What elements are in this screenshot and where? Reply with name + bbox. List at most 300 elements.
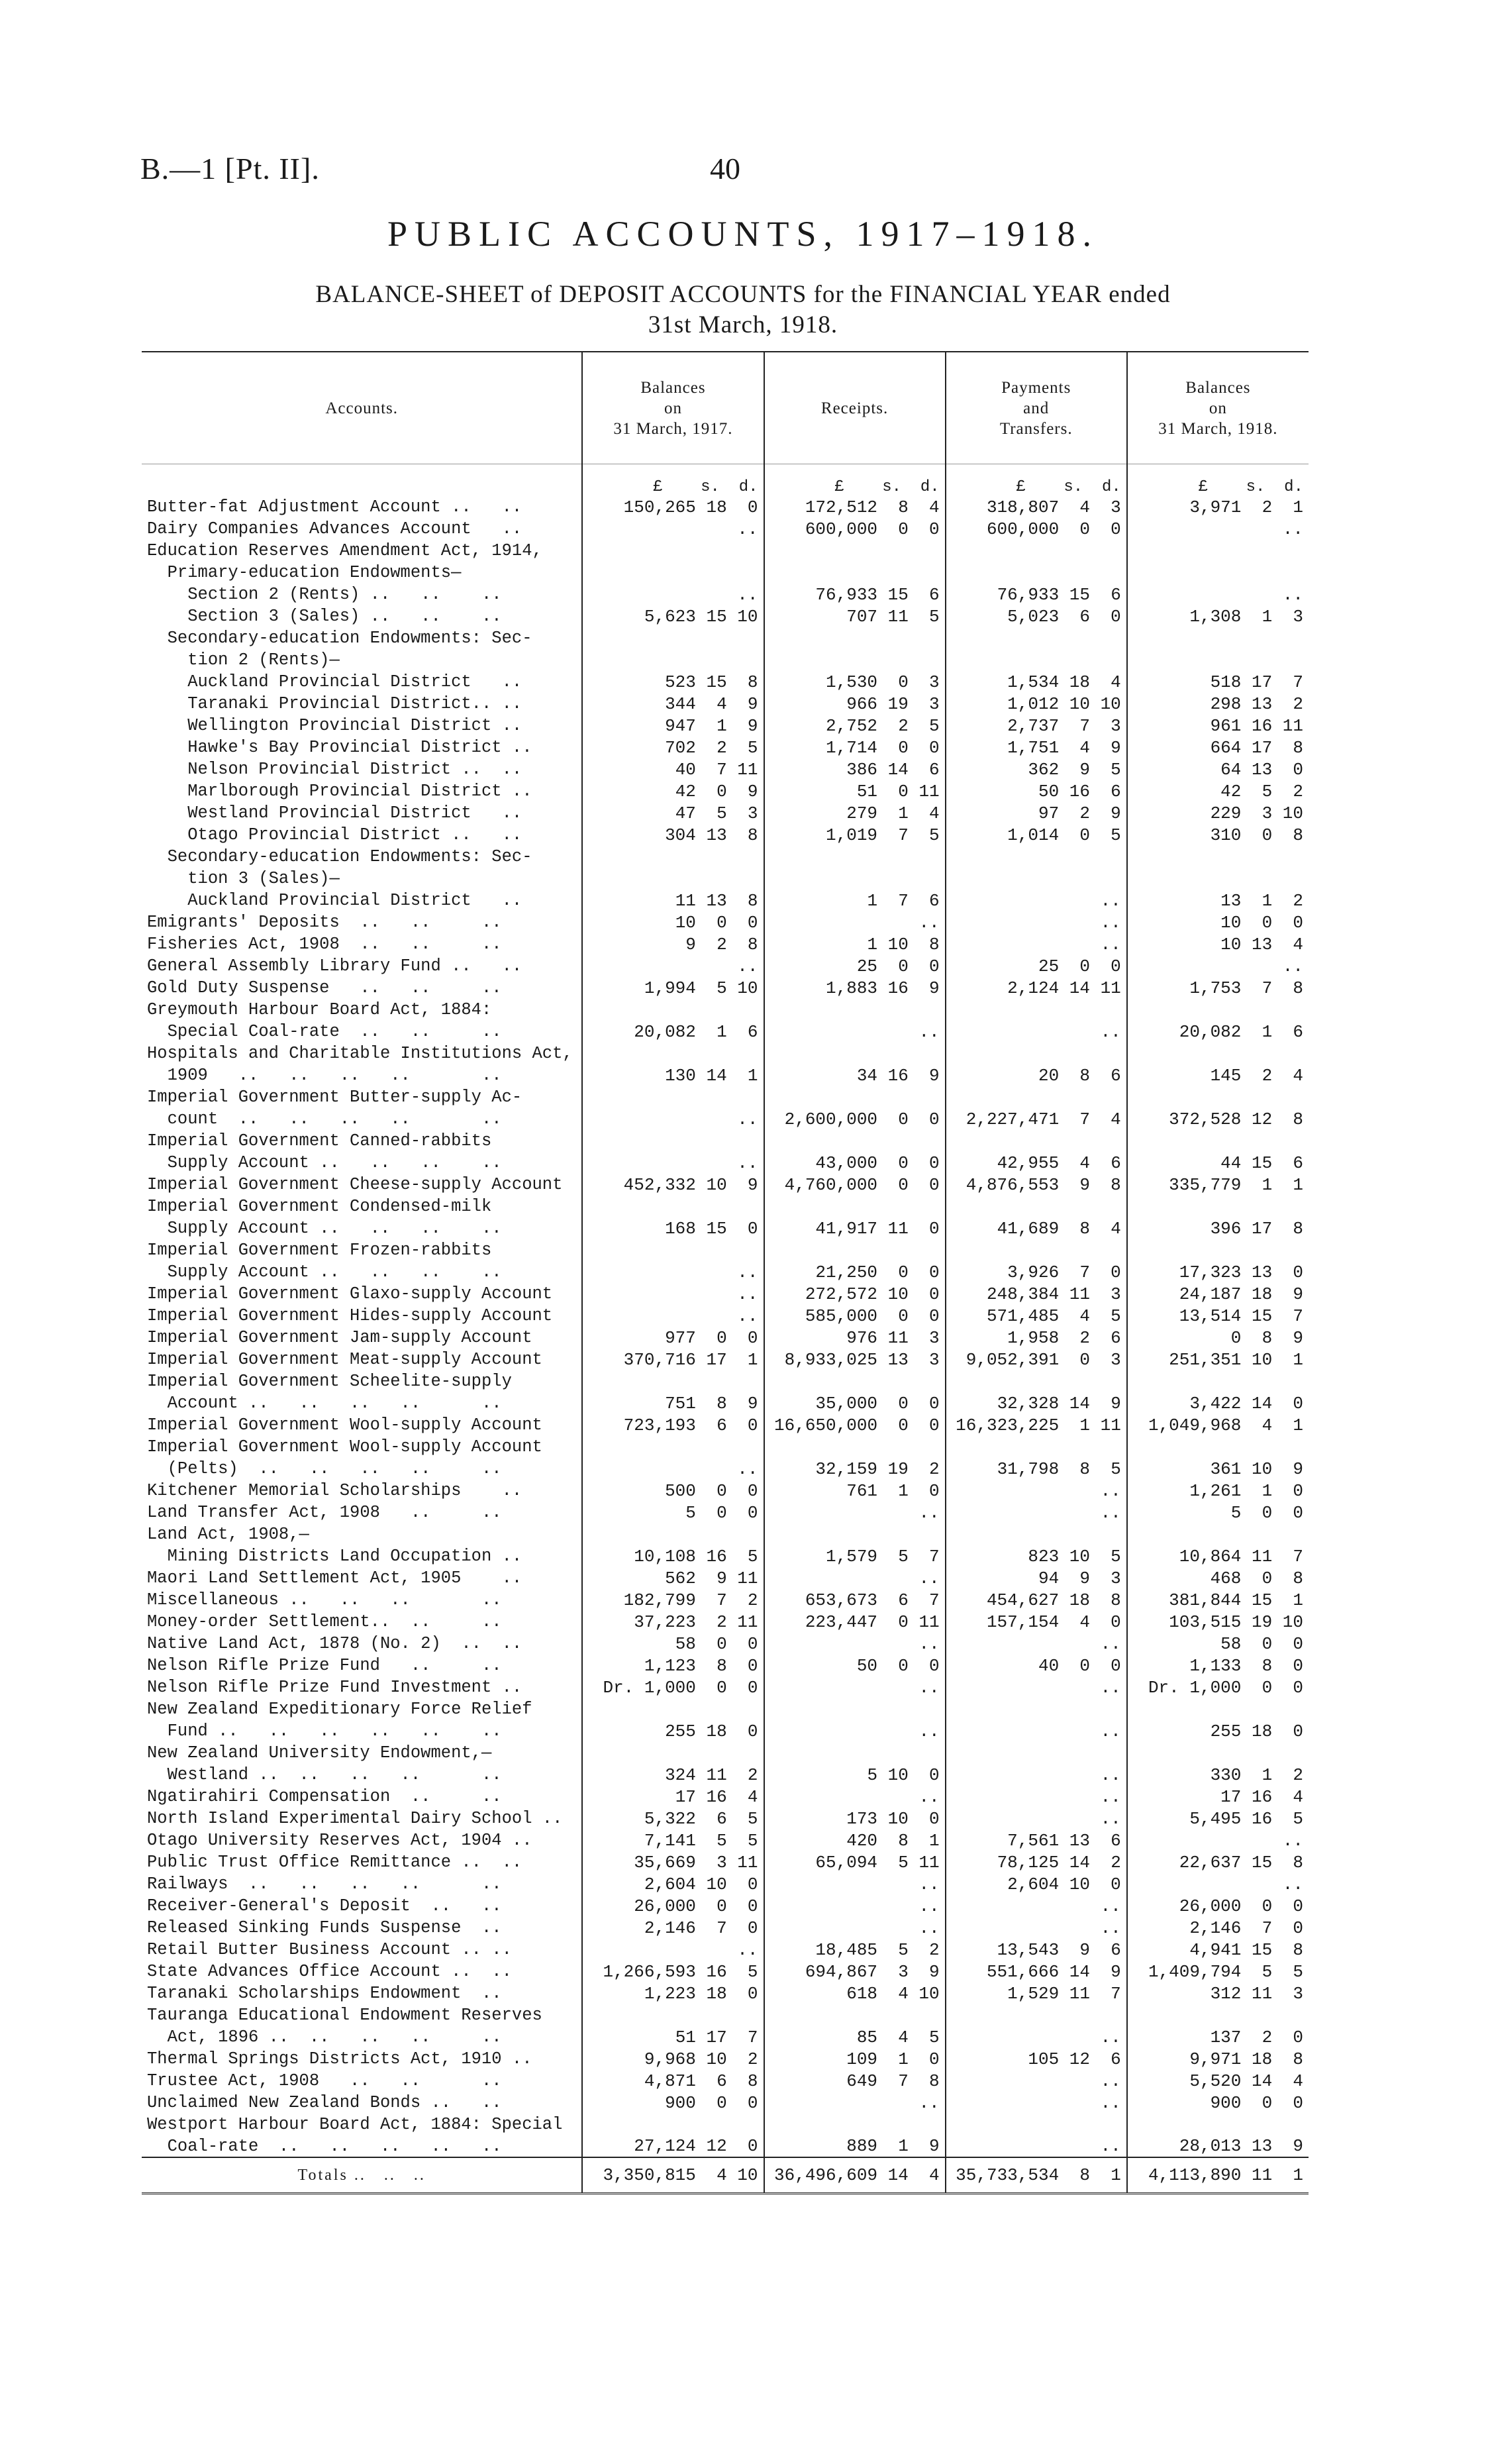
amount-cell — [764, 846, 946, 868]
amount-cell: 10 0 0 — [582, 911, 764, 933]
amount-cell: 702 2 5 — [582, 737, 764, 758]
amount-cell: 468 0 8 — [1210, 1568, 1303, 1588]
table-row — [142, 1589, 1309, 1611]
totals-row — [142, 2157, 1309, 2194]
amount-cell — [946, 1086, 1127, 1108]
table-row — [142, 1655, 1309, 1676]
table-row — [142, 1611, 1309, 1633]
amount-cell: 900 0 0 — [1210, 2092, 1303, 2113]
amount-cell — [582, 1436, 764, 1458]
amount-cell — [1127, 562, 1309, 584]
amount-cell: 34 16 9 — [764, 1064, 946, 1086]
account-name: Land Act, 1908,— — [142, 1523, 582, 1545]
amount-cell: 1,994 5 10 — [582, 977, 764, 999]
account-name: Section 3 (Sales) .. .. .. — [142, 605, 582, 627]
table-row — [142, 1458, 1309, 1480]
account-name: Imperial Government Meat-supply Account — [142, 1349, 582, 1370]
amount-cell — [946, 868, 1127, 890]
table-row — [142, 1349, 1309, 1370]
account-name: General Assembly Library Fund .. .. — [142, 955, 582, 977]
amount-cell: 454,627 18 8 — [946, 1589, 1127, 1611]
account-name: Education Reserves Amendment Act, 1914, — [142, 540, 582, 562]
amount-cell: 1,534 18 4 — [946, 671, 1127, 693]
table-header-row — [142, 352, 1309, 464]
amount-cell: 255 18 0 — [1210, 1721, 1303, 1741]
amount-cell: 5,322 6 5 — [582, 1808, 764, 1829]
amount-cell: 2,124 14 11 — [946, 977, 1127, 999]
amount-cell — [764, 1370, 946, 1392]
currency-units: £ s. d. — [946, 464, 1127, 497]
amount-cell — [582, 1196, 764, 1217]
amount-cell: 707 11 5 — [764, 605, 946, 627]
account-name: Section 2 (Rents) .. .. .. — [142, 584, 582, 605]
amount-cell: .. — [946, 1676, 1127, 1698]
table-row — [142, 1961, 1309, 1982]
amount-cell — [764, 1239, 946, 1261]
amount-cell: 10 13 4 — [1220, 934, 1303, 954]
amount-cell: 42,955 4 6 — [946, 1152, 1127, 1174]
amount-cell: 318,807 4 3 — [946, 496, 1127, 518]
amount-cell: 20,082 1 6 — [582, 1021, 764, 1043]
amount-cell: .. — [946, 1808, 1127, 1829]
table-row — [142, 1283, 1309, 1305]
account-name: Fisheries Act, 1908 .. .. .. — [142, 933, 582, 955]
account-name: Taranaki Provincial District.. .. — [142, 693, 582, 715]
amount-cell: 13,543 9 6 — [946, 1939, 1127, 1961]
amount-cell: .. — [764, 1786, 946, 1808]
amount-cell: .. — [582, 584, 764, 605]
amount-cell — [946, 1239, 1127, 1261]
account-name: Westland Provincial District .. — [142, 802, 582, 824]
account-name: Supply Account .. .. .. .. — [142, 1152, 582, 1174]
account-name: Imperial Government Wool-supply Account — [142, 1436, 582, 1458]
amount-cell: .. — [946, 1917, 1127, 1939]
amount-cell: .. — [946, 1720, 1127, 1742]
amount-cell: 1,958 2 6 — [946, 1327, 1127, 1349]
account-name: Otago Provincial District .. .. — [142, 824, 582, 846]
table-row — [142, 1895, 1309, 1917]
amount-cell — [764, 1523, 946, 1545]
amount-cell: 2,600,000 0 0 — [764, 1108, 946, 1130]
amount-cell: 600,000 0 0 — [946, 518, 1127, 540]
amount-cell: 2,737 7 3 — [946, 715, 1127, 737]
table-row — [142, 933, 1309, 955]
amount-cell: 25 0 0 — [764, 955, 946, 977]
amount-cell: 47 5 3 — [582, 802, 764, 824]
amount-cell: 32,159 19 2 — [764, 1458, 946, 1480]
amount-cell: 172,512 8 4 — [764, 496, 946, 518]
amount-cell: 44 15 6 — [1220, 1153, 1303, 1173]
account-name: Receiver-General's Deposit .. .. — [142, 1895, 582, 1917]
account-name: Taranaki Scholarships Endowment .. — [142, 1982, 582, 2004]
amount-cell: 13,514 15 7 — [1179, 1306, 1303, 1326]
amount-cell: 43,000 0 0 — [764, 1152, 946, 1174]
table-row — [142, 1786, 1309, 1808]
account-name: count .. .. .. .. .. — [142, 1108, 582, 1130]
document-title: PUBLIC ACCOUNTS, 1917–1918. — [387, 214, 1099, 254]
amount-cell — [1127, 1742, 1309, 1764]
column-header-receipts: Receipts. — [764, 352, 946, 464]
amount-cell: 889 1 9 — [764, 2135, 946, 2157]
account-name: Miscellaneous .. .. .. .. — [142, 1589, 582, 1611]
amount-cell: 4,871 6 8 — [582, 2070, 764, 2092]
column-header-payments-transfers: Payments and Transfers. — [946, 352, 1127, 464]
amount-cell — [764, 2114, 946, 2135]
table-row — [142, 1217, 1309, 1239]
amount-cell — [764, 1742, 946, 1764]
amount-cell: 751 8 9 — [582, 1392, 764, 1414]
amount-cell: 248,384 11 3 — [946, 1283, 1127, 1305]
amount-cell: 653,673 6 7 — [764, 1589, 946, 1611]
amount-cell: 5,520 14 4 — [1189, 2071, 1303, 2091]
amount-cell: 279 1 4 — [764, 802, 946, 824]
amount-cell: .. — [582, 518, 764, 540]
amount-cell: 103,515 19 10 — [1169, 1612, 1303, 1632]
amount-cell — [1127, 2004, 1309, 2026]
account-name: Nelson Rifle Prize Fund Investment .. — [142, 1676, 582, 1698]
account-name: Nelson Provincial District .. .. — [142, 758, 582, 780]
amount-cell: 76,933 15 6 — [764, 584, 946, 605]
amount-cell: 42 5 2 — [1220, 781, 1303, 801]
amount-cell — [764, 1698, 946, 1720]
account-name: Greymouth Harbour Board Act, 1884: — [142, 999, 582, 1021]
account-name: Public Trust Office Remittance .. .. — [142, 1851, 582, 1873]
amount-cell: 7,141 5 5 — [582, 1829, 764, 1851]
amount-cell: 32,328 14 9 — [946, 1392, 1127, 1414]
table-row — [142, 1370, 1309, 1392]
amount-cell: 16,323,225 1 11 — [946, 1414, 1127, 1436]
amount-cell — [1127, 627, 1309, 649]
amount-cell — [1127, 2114, 1309, 2135]
table-row — [142, 2070, 1309, 2092]
amount-cell — [582, 1698, 764, 1720]
amount-cell: .. — [764, 1917, 946, 1939]
account-name: Coal-rate .. .. .. .. .. — [142, 2135, 582, 2157]
amount-cell: 1,883 16 9 — [764, 977, 946, 999]
amount-cell: .. — [946, 1480, 1127, 1502]
amount-cell: 28,013 13 9 — [1179, 2136, 1303, 2156]
table-row — [142, 1764, 1309, 1786]
amount-cell: 9 2 8 — [582, 933, 764, 955]
amount-cell: 272,572 10 0 — [764, 1283, 946, 1305]
account-name: Nelson Rifle Prize Fund .. .. — [142, 1655, 582, 1676]
account-name: Primary-education Endowments— — [142, 562, 582, 584]
amount-cell: .. — [582, 1108, 764, 1130]
account-name: North Island Experimental Dairy School .. — [142, 1808, 582, 1829]
account-name: New Zealand University Endowment,— — [142, 1742, 582, 1764]
amount-cell: 58 0 0 — [582, 1633, 764, 1655]
amount-cell: 304 13 8 — [582, 824, 764, 846]
amount-cell — [764, 868, 946, 890]
amount-cell — [1127, 540, 1309, 562]
amount-cell: 2,146 7 0 — [582, 1917, 764, 1939]
account-name: Imperial Government Hides-supply Account — [142, 1305, 582, 1327]
amount-cell: 26,000 0 0 — [582, 1895, 764, 1917]
amount-cell — [582, 1086, 764, 1108]
table-row — [142, 1414, 1309, 1436]
amount-cell: 41,917 11 0 — [764, 1217, 946, 1239]
amount-cell: .. — [764, 1633, 946, 1655]
amount-cell — [1127, 1043, 1309, 1064]
account-name: Maori Land Settlement Act, 1905 .. — [142, 1567, 582, 1589]
amount-cell: 1,266,593 16 5 — [582, 1961, 764, 1982]
amount-cell: 600,000 0 0 — [764, 518, 946, 540]
amount-cell: 10 0 0 — [1220, 912, 1303, 933]
amount-cell — [946, 999, 1127, 1021]
amount-cell: 361 10 9 — [1210, 1459, 1303, 1479]
table-row — [142, 1502, 1309, 1523]
amount-cell: 17 16 4 — [1220, 1786, 1303, 1807]
amount-cell: 370,716 17 1 — [582, 1349, 764, 1370]
table-row — [142, 649, 1309, 671]
amount-cell: 9,971 18 8 — [1189, 2049, 1303, 2069]
amount-cell: .. — [1282, 1830, 1303, 1851]
amount-cell: 2,227,471 7 4 — [946, 1108, 1127, 1130]
table-row — [142, 1873, 1309, 1895]
amount-cell: 723,193 6 0 — [582, 1414, 764, 1436]
amount-cell — [582, 1239, 764, 1261]
table-row — [142, 2114, 1309, 2135]
amount-cell: 10,864 11 7 — [1179, 1546, 1303, 1566]
amount-cell: 1,123 8 0 — [582, 1655, 764, 1676]
amount-cell: 5,623 15 10 — [582, 605, 764, 627]
account-name: Imperial Government Wool-supply Account — [142, 1414, 582, 1436]
table-row — [142, 802, 1309, 824]
amount-cell: 761 1 0 — [764, 1480, 946, 1502]
amount-cell: .. — [946, 2026, 1127, 2048]
amount-cell — [764, 649, 946, 671]
amount-cell — [1127, 868, 1309, 890]
page-number: 40 — [710, 152, 740, 185]
table-row — [142, 518, 1309, 540]
amount-cell: 500 0 0 — [582, 1480, 764, 1502]
amount-cell — [946, 627, 1127, 649]
amount-cell: 137 2 0 — [1210, 2027, 1303, 2047]
amount-cell: 396 17 8 — [1210, 1218, 1303, 1239]
amount-cell: 1,049,968 4 1 — [1148, 1415, 1303, 1435]
amount-cell: 97 2 9 — [946, 802, 1127, 824]
amount-cell: .. — [582, 1939, 764, 1961]
amount-cell: 76,933 15 6 — [946, 584, 1127, 605]
amount-cell: .. — [764, 2092, 946, 2114]
amount-cell: .. — [946, 1633, 1127, 1655]
amount-cell: .. — [946, 2135, 1127, 2157]
amount-cell: .. — [946, 1021, 1127, 1043]
page-reference: B.—1 [Pt. II]. — [140, 152, 320, 185]
account-name: Mining Districts Land Occupation .. — [142, 1545, 582, 1567]
column-header-accounts: Accounts. — [142, 352, 582, 464]
account-name: Imperial Government Scheelite-supply — [142, 1370, 582, 1392]
amount-cell: 298 13 2 — [1210, 693, 1303, 714]
amount-cell: 10,108 16 5 — [582, 1545, 764, 1567]
amount-cell: 105 12 6 — [946, 2048, 1127, 2070]
table-row — [142, 1174, 1309, 1196]
currency-units: £ s. d. — [764, 464, 946, 497]
amount-cell: .. — [946, 911, 1127, 933]
amount-cell: 976 11 3 — [764, 1327, 946, 1349]
amount-cell: 1,019 7 5 — [764, 824, 946, 846]
amount-cell: 65,094 5 11 — [764, 1851, 946, 1873]
amount-cell: 1,133 8 0 — [1189, 1655, 1303, 1676]
amount-cell — [582, 2004, 764, 2026]
account-name: Imperial Government Cheese-supply Account — [142, 1174, 582, 1196]
account-name: Land Transfer Act, 1908 .. .. — [142, 1502, 582, 1523]
account-name: 1909 .. .. .. .. .. — [142, 1064, 582, 1086]
column-header-balances-1918: Balances on 31 March, 1918. — [1127, 352, 1309, 464]
amount-cell: 35,669 3 11 — [582, 1851, 764, 1873]
amount-cell: 5 0 0 — [582, 1502, 764, 1523]
amount-cell: 94 9 3 — [946, 1567, 1127, 1589]
amount-cell: 223,447 0 11 — [764, 1611, 946, 1633]
table-row — [142, 540, 1309, 562]
account-name: Tauranga Educational Endowment Reserves — [142, 2004, 582, 2026]
account-name: Emigrants' Deposits .. .. .. — [142, 911, 582, 933]
account-name: Imperial Government Glaxo-supply Account — [142, 1283, 582, 1305]
amount-cell — [946, 1436, 1127, 1458]
table-row — [142, 1808, 1309, 1829]
amount-cell — [1127, 1523, 1309, 1545]
amount-cell — [1127, 999, 1309, 1021]
table-body — [142, 464, 1309, 2194]
column-header-balances-1917: Balances on 31 March, 1917. — [582, 352, 764, 464]
table-row — [142, 2092, 1309, 2114]
table-row — [142, 1829, 1309, 1851]
account-name: Secondary-education Endowments: Sec- — [142, 627, 582, 649]
amount-cell — [764, 1086, 946, 1108]
amount-cell: 977 0 0 — [582, 1327, 764, 1349]
amount-cell: 41,689 8 4 — [946, 1217, 1127, 1239]
table-row — [142, 627, 1309, 649]
amount-cell: 26,000 0 0 — [1179, 1896, 1303, 1916]
amount-cell — [1127, 1370, 1309, 1392]
amount-cell: 11 13 8 — [582, 890, 764, 911]
amount-cell: 20 8 6 — [946, 1064, 1127, 1086]
amount-cell: 1,579 5 7 — [764, 1545, 946, 1567]
amount-cell — [1127, 1086, 1309, 1108]
table-row — [142, 824, 1309, 846]
amount-cell: 229 3 10 — [1210, 803, 1303, 823]
amount-cell: 1,308 1 3 — [1189, 606, 1303, 627]
account-name: Gold Duty Suspense .. .. .. — [142, 977, 582, 999]
amount-cell: 5 10 0 — [764, 1764, 946, 1786]
table-row — [142, 1152, 1309, 1174]
table-row — [142, 780, 1309, 802]
account-name: Westland .. .. .. .. .. — [142, 1764, 582, 1786]
amount-cell: 9,968 10 2 — [582, 2048, 764, 2070]
amount-cell: 51 17 7 — [582, 2026, 764, 2048]
amount-cell: 5,495 16 5 — [1189, 1808, 1303, 1829]
amount-cell: 310 0 8 — [1210, 825, 1303, 845]
amount-cell: 1,012 10 10 — [946, 693, 1127, 715]
account-name: Supply Account .. .. .. .. — [142, 1217, 582, 1239]
amount-cell — [1127, 1239, 1309, 1261]
amount-cell: 2,604 10 0 — [946, 1873, 1127, 1895]
amount-cell: 25 0 0 — [946, 955, 1127, 977]
amount-cell — [764, 1436, 946, 1458]
account-name: Auckland Provincial District .. — [142, 890, 582, 911]
amount-cell — [946, 846, 1127, 868]
amount-cell: 22,637 15 8 — [1179, 1852, 1303, 1873]
amount-cell: 9,052,391 0 3 — [946, 1349, 1127, 1370]
account-name: Imperial Government Jam-supply Account — [142, 1327, 582, 1349]
amount-cell: 1,751 4 9 — [946, 737, 1127, 758]
amount-cell — [946, 649, 1127, 671]
deposit-accounts-table — [142, 351, 1309, 2194]
amount-cell — [946, 1370, 1127, 1392]
amount-cell: 13 1 2 — [1220, 890, 1303, 911]
table-row — [142, 737, 1309, 758]
amount-cell: 523 15 8 — [582, 671, 764, 693]
table-row — [142, 1196, 1309, 1217]
amount-cell — [764, 627, 946, 649]
amount-cell: 3,422 14 0 — [1189, 1393, 1303, 1413]
table-row — [142, 1698, 1309, 1720]
amount-cell: 961 16 11 — [1210, 715, 1303, 736]
amount-cell — [946, 1523, 1127, 1545]
total-amount: 3,350,815 4 10 — [582, 2157, 764, 2194]
account-name: Otago University Reserves Act, 1904 .. — [142, 1829, 582, 1851]
amount-cell — [582, 1742, 764, 1764]
amount-cell: 4,941 15 8 — [1189, 1939, 1303, 1960]
table-row — [142, 584, 1309, 605]
table-row — [142, 2004, 1309, 2026]
amount-cell: 900 0 0 — [582, 2092, 764, 2114]
amount-cell: .. — [1282, 519, 1303, 539]
totals-label: Totals .. .. .. — [142, 2157, 582, 2194]
amount-cell: .. — [946, 2092, 1127, 2114]
amount-cell: 1,261 1 0 — [1189, 1480, 1303, 1501]
amount-cell: 24,187 18 9 — [1179, 1284, 1303, 1304]
amount-cell: 109 1 0 — [764, 2048, 946, 2070]
amount-cell — [1127, 649, 1309, 671]
table-row — [142, 1086, 1309, 1108]
table-row — [142, 1939, 1309, 1961]
table-row — [142, 1720, 1309, 1742]
amount-cell — [946, 2004, 1127, 2026]
amount-cell: 518 17 7 — [1210, 672, 1303, 692]
table-row — [142, 1633, 1309, 1655]
units-spacer — [142, 464, 582, 497]
amount-cell: 585,000 0 0 — [764, 1305, 946, 1327]
amount-cell — [1127, 1196, 1309, 1217]
amount-cell: .. — [582, 1305, 764, 1327]
table-row — [142, 1392, 1309, 1414]
account-name: Auckland Provincial District .. — [142, 671, 582, 693]
amount-cell — [946, 1742, 1127, 1764]
account-name: Money-order Settlement.. .. .. — [142, 1611, 582, 1633]
amount-cell: .. — [764, 1676, 946, 1698]
account-name: Supply Account .. .. .. .. — [142, 1261, 582, 1283]
amount-cell: 324 11 2 — [582, 1764, 764, 1786]
account-name: Fund .. .. .. .. .. .. — [142, 1720, 582, 1742]
table-row — [142, 562, 1309, 584]
amount-cell: 420 8 1 — [764, 1829, 946, 1851]
amount-cell: 20,082 1 6 — [1179, 1021, 1303, 1042]
table-row — [142, 1305, 1309, 1327]
amount-cell: .. — [582, 955, 764, 977]
amount-cell — [582, 627, 764, 649]
amount-cell: 3,926 7 0 — [946, 1261, 1127, 1283]
amount-cell: 551,666 14 9 — [946, 1961, 1127, 1982]
amount-cell: .. — [582, 1458, 764, 1480]
amount-cell — [764, 1196, 946, 1217]
account-name: Special Coal-rate .. .. .. — [142, 1021, 582, 1043]
amount-cell: 344 4 9 — [582, 693, 764, 715]
account-name: Secondary-education Endowments: Sec- — [142, 846, 582, 868]
amount-cell: 78,125 14 2 — [946, 1851, 1127, 1873]
amount-cell: Dr. 1,000 0 0 — [1148, 1677, 1303, 1698]
table-row — [142, 977, 1309, 999]
